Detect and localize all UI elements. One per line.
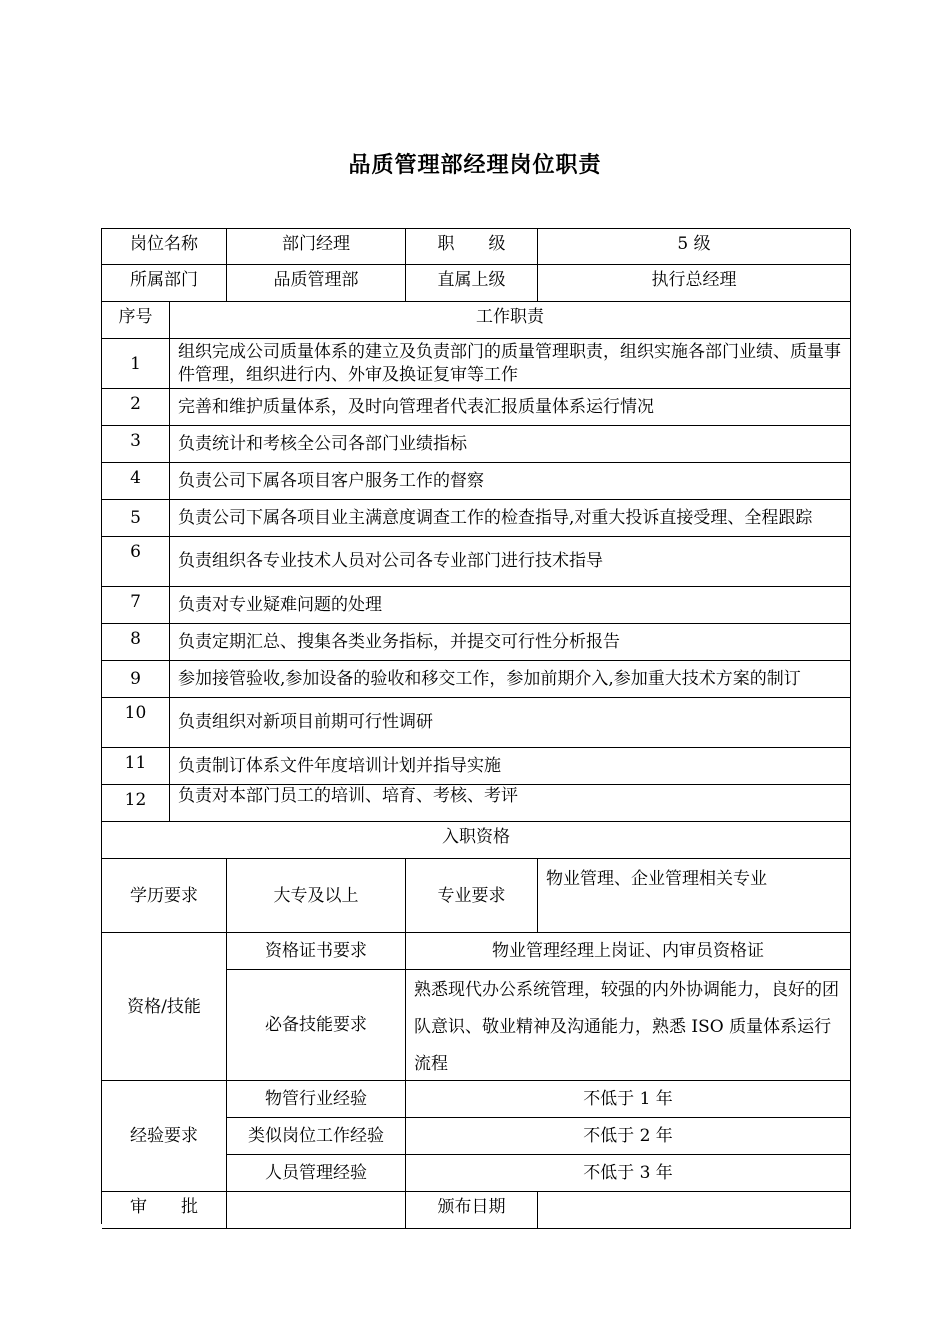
duty-no: 7 [102,587,170,624]
seq-header: 序号 [102,302,170,339]
duty-text: 负责对本部门员工的培训、培育、考核、考评 [170,785,851,822]
duty-no: 1 [102,339,170,389]
qualifications-header: 入职资格 [102,822,851,859]
experience-group-label: 经验要求 [102,1081,227,1192]
duty-no: 11 [102,748,170,785]
duty-text: 组织完成公司质量体系的建立及负责部门的质量管理职责，组织实施各部门业绩、质量事件管理，组织进行内、外审及换证复审等工作 [170,339,851,389]
department-label: 所属部门 [102,265,227,302]
duty-text: 负责公司下属各项目客户服务工作的督察 [170,463,851,500]
duty-text: 负责组织各专业技术人员对公司各专业部门进行技术指导 [170,537,851,587]
duty-no: 10 [102,698,170,748]
duty-text: 负责统计和考核全公司各部门业绩指标 [170,426,851,463]
duty-no: 8 [102,624,170,661]
superior-value: 执行总经理 [538,265,851,302]
duty-no: 6 [102,537,170,587]
skills-group-label: 资格/技能 [102,933,227,1081]
grade-value: 5 级 [538,229,851,265]
page-title: 品质管理部经理岗位职责 [348,152,602,178]
duty-text: 负责对专业疑难问题的处理 [170,587,851,624]
duty-no: 5 [102,500,170,537]
job-description-table [101,228,850,1224]
education-value: 大专及以上 [227,859,406,933]
experience-value: 不低于 1 年 [406,1081,851,1118]
experience-label: 类似岗位工作经验 [227,1118,406,1155]
cert-value: 物业管理经理上岗证、内审员资格证 [406,933,851,970]
position-name-label: 岗位名称 [102,229,227,265]
duty-text: 完善和维护质量体系，及时向管理者代表汇报质量体系运行情况 [170,389,851,426]
grade-label: 职 级 [406,229,538,265]
release-date-label: 颁布日期 [406,1192,538,1229]
position-name-value: 部门经理 [227,229,406,265]
experience-value: 不低于 3 年 [406,1155,851,1192]
duty-no: 4 [102,463,170,500]
duty-text: 负责组织对新项目前期可行性调研 [170,698,851,748]
duties-header: 工作职责 [170,302,851,339]
approval-value [227,1192,406,1229]
superior-label: 直属上级 [406,265,538,302]
duty-no: 9 [102,661,170,698]
experience-value: 不低于 2 年 [406,1118,851,1155]
experience-label: 物管行业经验 [227,1081,406,1118]
duty-text: 负责制订体系文件年度培训计划并指导实施 [170,748,851,785]
duty-text: 负责公司下属各项目业主满意度调查工作的检查指导,对重大投诉直接受理、全程跟踪 [170,500,851,537]
duty-no: 2 [102,389,170,426]
duty-no: 12 [102,785,170,822]
duty-no: 3 [102,426,170,463]
release-date-value [538,1192,851,1229]
major-value: 物业管理、企业管理相关专业 [538,859,851,933]
skill-label: 必备技能要求 [227,970,406,1081]
approval-label: 审 批 [102,1192,227,1229]
experience-label: 人员管理经验 [227,1155,406,1192]
education-label: 学历要求 [102,859,227,933]
duty-text: 参加接管验收,参加设备的验收和移交工作，参加前期介入,参加重大技术方案的制订 [170,661,851,698]
department-value: 品质管理部 [227,265,406,302]
skill-value: 熟悉现代办公系统管理，较强的内外协调能力，良好的团队意识、敬业精神及沟通能力，熟悉 ISO 质量体系运行流程 [406,970,851,1081]
major-label: 专业要求 [406,859,538,933]
duty-text: 负责定期汇总、搜集各类业务指标，并提交可行性分析报告 [170,624,851,661]
cert-label: 资格证书要求 [227,933,406,970]
